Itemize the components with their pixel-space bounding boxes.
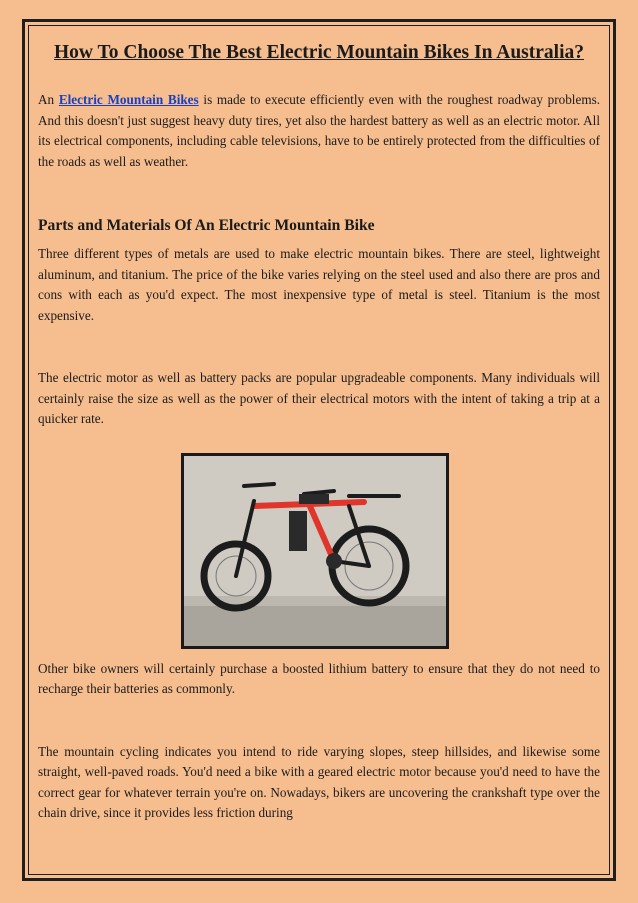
document-body: [38, 38, 600, 824]
paragraph-motor: The electric motor as well as battery packs are popular upgradeable components. Many individuals will certainly raise the size as well as the power of their electrical motors with the intent of taking a trip at a quicker rate.: [38, 370, 600, 426]
intro-suffix: is made to execute efficiently even with the roughest roadway problems. And this doesn't just suggest heavy duty tires, yet also the hardest battery as well as an electric motor. All its electrical components, including cable televisions, have to be entirely protected from the difficulties of the roads as well as weather.: [38, 92, 601, 169]
paragraph-terrain: The mountain cycling indicates you intend to ride varying slopes, steep hillsides, and likewise some straight, well-paved roads. You'd need a bike with a geared electric motor because you'd need to have the correct gear for whatever terrain you're on. Nowadays, bikers are uncovering the crankshaft type over the chain drive, since it provides less friction during: [38, 743, 600, 820]
intro-paragraph: [38, 90, 600, 172]
intro-prefix: An: [38, 92, 59, 107]
paragraph-metals: Three different types of metals are used to make electric mountain bikes. There are steel, lightweight aluminum, and titanium. The price of the bike varies relying on the steel used and also there are pros and cons with each as you'd expect. The most inexpensive type of metal is steel. Titanium is the most expensive.: [38, 246, 600, 323]
document-title: How To Choose The Best Electric Mountain Bikes In Australia?: [54, 42, 584, 63]
paragraph-battery: Other bike owners will certainly purchase a boosted lithium battery to ensure that they do not need to recharge their batteries as commonly.: [38, 660, 600, 696]
electric-mountain-bikes-link[interactable]: Electric Mountain Bikes: [58, 92, 199, 107]
section-heading: Parts and Materials Of An Electric Mountain Bike: [38, 217, 375, 234]
electric-bike-image: [184, 456, 446, 646]
bike-photo: [181, 453, 449, 649]
